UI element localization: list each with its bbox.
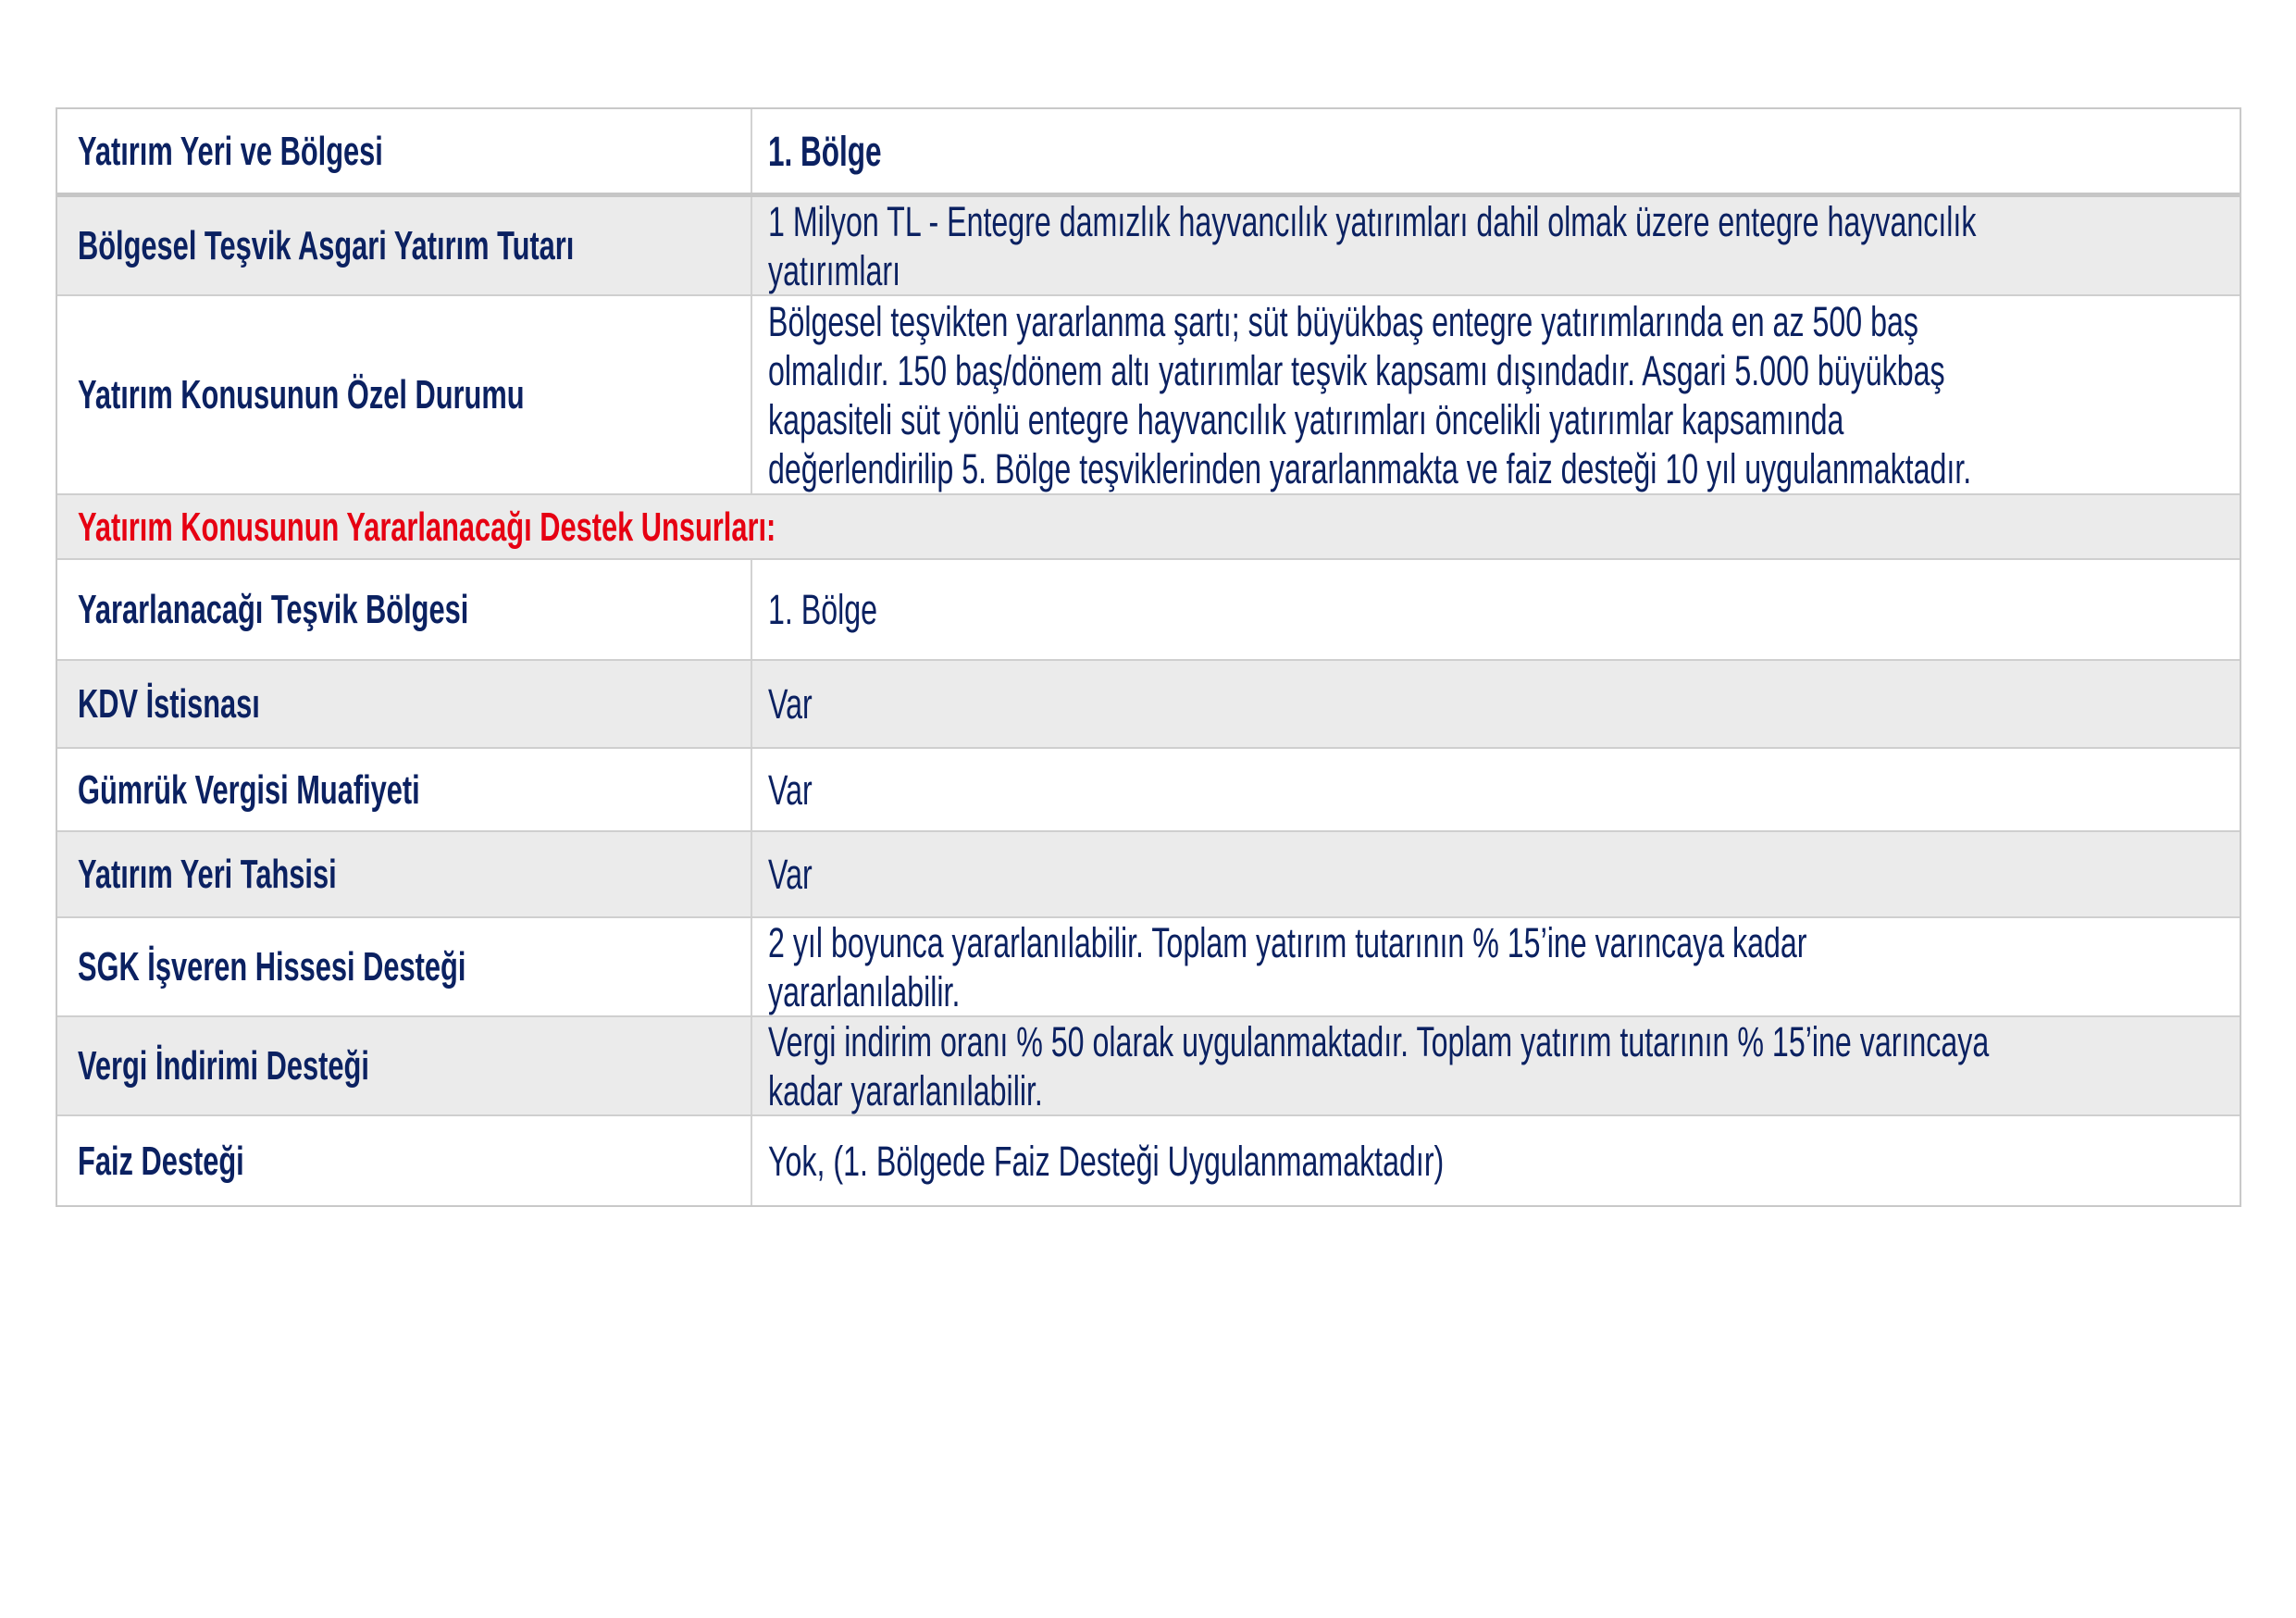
table-row-interest-support bbox=[57, 1114, 2240, 1205]
row-label-cell bbox=[57, 749, 752, 830]
row-value-cell bbox=[752, 560, 2240, 659]
row-value-cell bbox=[752, 749, 2240, 830]
row-value-line: 1 Milyon TL - Entegre damızlık hayvancılık yatırımları dahil olmak üzere entegre hayvancılık bbox=[768, 197, 1977, 245]
row-label-cell bbox=[57, 1116, 752, 1205]
row-value-cell bbox=[752, 109, 2240, 193]
row-label: Vergi İndirimi Desteği bbox=[78, 1043, 369, 1089]
row-label: Yararlanacağı Teşvik Bölgesi bbox=[78, 587, 469, 632]
row-label-cell bbox=[57, 832, 752, 916]
row-value-cell bbox=[752, 918, 2240, 1015]
row-label-cell bbox=[57, 918, 752, 1015]
table-row-incentive-region bbox=[57, 558, 2240, 659]
row-label: SGK İşveren Hissesi Desteği bbox=[78, 944, 466, 989]
row-label-cell bbox=[57, 197, 752, 294]
row-value: Var bbox=[768, 765, 813, 814]
row-value: 1. Bölge bbox=[768, 127, 882, 175]
row-value-line: Vergi indirim oranı % 50 olarak uygulanmaktadır. Toplam yatırım tutarının % 15’ine varıncaya bbox=[768, 1017, 1990, 1065]
row-value-line: yararlanılabilir. bbox=[768, 967, 961, 1015]
table-row-land-allocation bbox=[57, 830, 2240, 916]
row-value: 1. Bölge bbox=[768, 586, 878, 633]
incentive-table bbox=[56, 107, 2241, 1207]
row-value-line: kadar yararlanılabilir. bbox=[768, 1066, 1043, 1114]
row-value-cell bbox=[752, 832, 2240, 916]
row-label: Bölgesel Teşvik Asgari Yatırım Tutarı bbox=[78, 223, 575, 268]
row-value-line: 2 yıl boyunca yararlanılabilir. Toplam yatırım tutarının % 15’ine varıncaya kadar bbox=[768, 918, 1807, 966]
table-row-special-condition bbox=[57, 294, 2240, 493]
row-value: Var bbox=[768, 851, 813, 898]
row-value-line: kapasiteli süt yönlü entegre hayvancılık yatırımları öncelikli yatırımlar kapsamında bbox=[768, 395, 1844, 443]
table-row-vat-exemption bbox=[57, 659, 2240, 747]
row-label: Faiz Desteği bbox=[78, 1138, 244, 1184]
row-value-line: değerlendirilip 5. Bölge teşviklerinden yararlanmakta ve faiz desteği 10 yıl uygulanmaktadır. bbox=[768, 444, 1972, 492]
row-value: Yok, (1. Bölgede Faiz Desteği Uygulanmamaktadır) bbox=[768, 1137, 1445, 1185]
row-value-cell bbox=[752, 1017, 2240, 1114]
row-value-line: olmalıdır. 150 baş/dönem altı yatırımlar teşvik kapsamı dışındadır. Asgari 5.000 büyükbaş bbox=[768, 346, 1945, 394]
row-value-line: yatırımları bbox=[768, 246, 901, 294]
row-value-cell bbox=[752, 1116, 2240, 1205]
row-value-cell bbox=[752, 661, 2240, 747]
row-value-cell bbox=[752, 296, 2240, 493]
row-label-cell bbox=[57, 1017, 752, 1114]
row-value-cell bbox=[752, 197, 2240, 294]
table-row-customs-exemption bbox=[57, 747, 2240, 830]
row-label: Yatırım Yeri ve Bölgesi bbox=[78, 128, 383, 174]
table-row-sgk-employer-share bbox=[57, 916, 2240, 1015]
row-label: Gümrük Vergisi Muafiyeti bbox=[78, 766, 420, 813]
section-header-row bbox=[57, 493, 2240, 558]
table-row-investment-location bbox=[57, 109, 2240, 193]
row-label-cell bbox=[57, 661, 752, 747]
table-row-tax-reduction bbox=[57, 1015, 2240, 1114]
row-label-cell bbox=[57, 296, 752, 493]
row-label-cell bbox=[57, 560, 752, 659]
section-header: Yatırım Konusunun Yararlanacağı Destek Unsurları: bbox=[78, 504, 776, 550]
row-label: Yatırım Konusunun Özel Durumu bbox=[78, 372, 525, 417]
row-value: Var bbox=[768, 680, 813, 728]
table-row-minimum-investment bbox=[57, 193, 2240, 294]
row-value-line: Bölgesel teşvikten yararlanma şartı; süt büyükbaş entegre yatırımlarında en az 500 baş bbox=[768, 297, 1918, 345]
row-label: KDV İstisnası bbox=[78, 681, 260, 727]
row-label: Yatırım Yeri Tahsisi bbox=[78, 852, 337, 897]
section-header-cell bbox=[57, 495, 2240, 558]
row-label-cell bbox=[57, 109, 752, 193]
